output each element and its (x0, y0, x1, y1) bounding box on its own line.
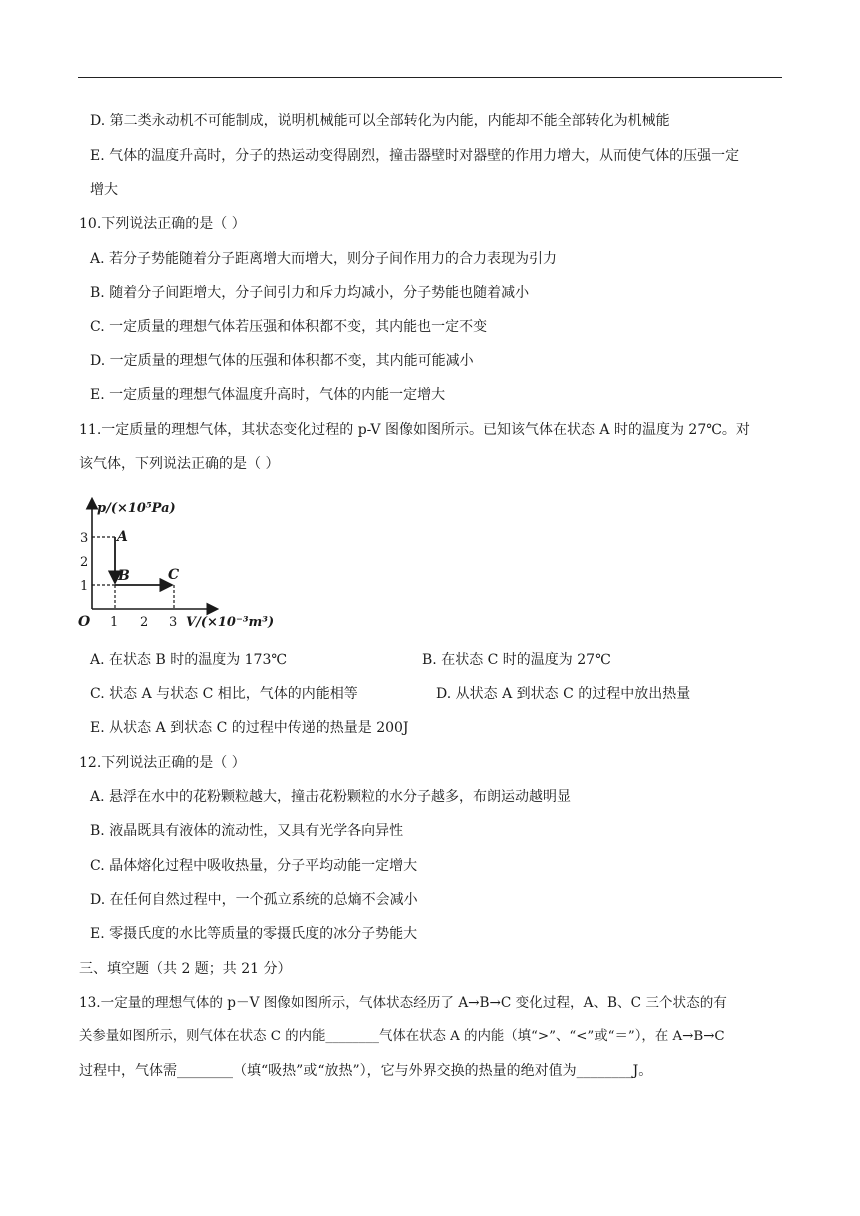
q10-option-d: D. 一定质量的理想气体的压强和体积都不变，其内能可能减小 (90, 353, 474, 369)
section-fill-in-heading: 三、填空题（共 2 题；共 21 分） (79, 961, 292, 977)
q12-option-c: C. 晶体熔化过程中吸收热量，分子平均动能一定增大 (90, 858, 418, 874)
y-tick-2: 2 (80, 555, 89, 570)
q11-stem: 11.一定质量的理想气体，其状态变化过程的 p-V 图像如图所示。已知该气体在状态 A 时的温度为 27℃。对 (79, 422, 750, 438)
x-tick-1: 1 (110, 615, 119, 630)
pv-graph (72, 492, 292, 632)
q9-option-d: D. 第二类永动机不可能制成，说明机械能可以全部转化为内能，内能却不能全部转化为机械能 (90, 113, 670, 129)
q11-option-e: E. 从状态 A 到状态 C 的过程中传递的热量是 200J (90, 720, 409, 736)
q9-option-e: E. 气体的温度升高时，分子的热运动变得剧烈，撞击器壁时对器壁的作用力增大，从而使气体的压强一定 (90, 148, 740, 164)
x-tick-3: 3 (169, 615, 178, 630)
q12-option-d: D. 在任何自然过程中，一个孤立系统的总熵不会减小 (90, 892, 418, 908)
x-axis-label: V/(×10⁻³m³) (186, 615, 275, 630)
point-b-label: B (118, 568, 130, 584)
point-a-label: A (117, 529, 128, 545)
q11-option-d: D. 从状态 A 到状态 C 的过程中放出热量 (436, 686, 691, 702)
q11-option-c: C. 状态 A 与状态 C 相比，气体的内能相等 (90, 686, 358, 702)
q13-stem: 13.一定量的理想气体的 p－V 图像如图所示，气体状态经历了 A→B→C 变化过程，A、B、C 三个状态的有 (79, 995, 727, 1011)
y-tick-3: 3 (80, 531, 89, 546)
y-tick-1: 1 (80, 579, 89, 594)
q12-option-e: E. 零摄氏度的水比等质量的零摄氏度的冰分子势能大 (90, 926, 418, 942)
q11-option-a: A. 在状态 B 时的温度为 173℃ (90, 652, 288, 668)
point-c-label: C (168, 567, 180, 583)
q12-option-a: A. 悬浮在水中的花粉颗粒越大，撞击花粉颗粒的水分子越多，布朗运动越明显 (90, 789, 572, 805)
q11-option-b: B. 在状态 C 时的温度为 27℃ (422, 652, 611, 668)
q12-stem: 12.下列说法正确的是（ ） (79, 755, 246, 771)
q13-stem-cont-2: 过程中，气体需________（填“吸热”或“放热”），它与外界交换的热量的绝对值为________J。 (79, 1063, 653, 1079)
header-rule (78, 77, 782, 78)
y-axis-label: p/(×10⁵Pa) (97, 501, 176, 516)
q10-option-c: C. 一定质量的理想气体若压强和体积都不变，其内能也一定不变 (90, 319, 488, 335)
q9-option-e-cont: 增大 (90, 182, 118, 198)
q10-option-e: E. 一定质量的理想气体温度升高时，气体的内能一定增大 (90, 387, 446, 403)
x-tick-2: 2 (140, 615, 149, 630)
q12-option-b: B. 液晶既具有液体的流动性，又具有光学各向异性 (90, 823, 404, 839)
q10-stem: 10.下列说法正确的是（ ） (79, 216, 246, 232)
q11-stem-cont: 该气体，下列说法正确的是（ ） (79, 456, 280, 472)
q10-option-a: A. 若分子势能随着分子距离增大而增大，则分子间作用力的合力表现为引力 (90, 251, 558, 267)
q10-option-b: B. 随着分子间距增大，分子间引力和斥力均减小，分子势能也随着减小 (90, 285, 530, 301)
origin-label: O (78, 614, 91, 630)
q13-stem-cont-1: 关参量如图所示，则气体在状态 C 的内能________气体在状态 A 的内能（填“>”、“<”或“＝”），在 A→B→C (79, 1029, 725, 1044)
